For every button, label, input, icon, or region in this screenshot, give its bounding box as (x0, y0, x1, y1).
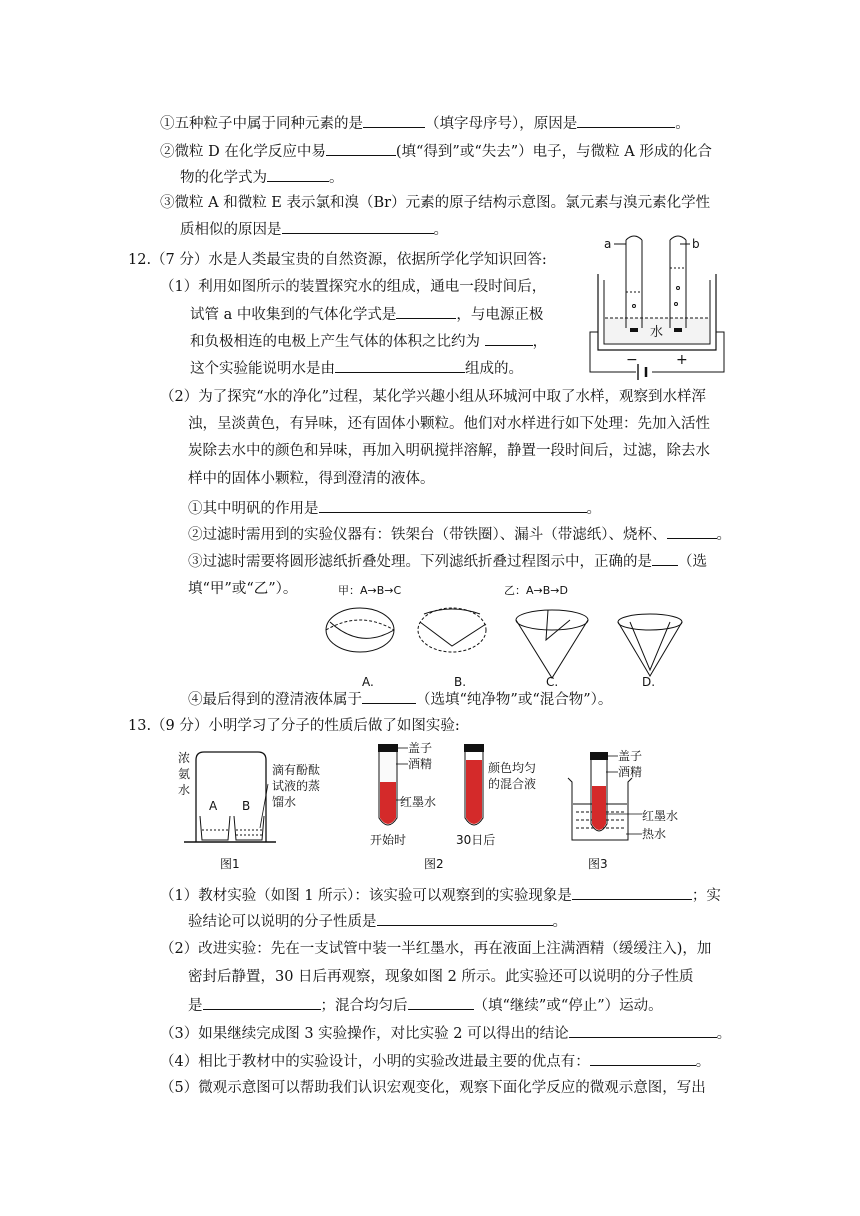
q12-1a (160, 277, 546, 297)
q12-2k (188, 579, 297, 599)
text: 。 (433, 222, 448, 238)
text: 是 (188, 998, 203, 1014)
text: 。 (716, 1026, 732, 1042)
ink-label: 红墨水 (400, 795, 437, 809)
text: 。 (675, 116, 690, 132)
blank[interactable] (335, 357, 465, 373)
text: 12.（7 分）水是人类最宝贵的自然资源，依据所学化学知识回答: (128, 252, 547, 268)
after-label: 30日后 (456, 833, 496, 847)
label-A: A. (362, 675, 374, 689)
text: （选填“纯净物”或“混合物”）。 (416, 692, 613, 708)
text: （5）微观示意图可以帮助我们认识宏观变化，观察下面化学反应的微观示意图，写出 (160, 1080, 706, 1096)
text: （填字母序号），原因是 (425, 116, 578, 132)
tube-b-label: b (692, 237, 700, 251)
text: ①五种粒子中属于同种元素的是 (160, 116, 363, 132)
q-line-5 (180, 218, 448, 240)
q12-2b (188, 414, 710, 434)
q12-2a (160, 387, 706, 407)
water-label: 水 (650, 325, 664, 340)
tube-a-label: a (604, 237, 612, 251)
q12-2d (188, 469, 435, 489)
q13-3 (160, 1022, 731, 1044)
text: 13.（9 分）小明学习了分子的性质后做了如图实验: (128, 718, 460, 734)
phenol-3: 馏水 (272, 795, 297, 809)
text: ④最后得到的澄清液体属于 (188, 692, 362, 708)
text: ；混合均匀后 (320, 998, 408, 1014)
blank[interactable] (326, 140, 396, 156)
ammonia-1: 浓 (178, 751, 191, 765)
text: ②微粒 D 在化学反应中易 (160, 144, 326, 160)
q13-4 (160, 1050, 710, 1072)
text: 。 (716, 527, 731, 543)
text: （1）教材实验（如图 1 所示）：该实验可以观察到的实验现象是 (160, 888, 572, 904)
blank[interactable] (577, 112, 675, 128)
mixed-1: 颜色均匀 (488, 761, 537, 775)
text: 。 (586, 501, 601, 517)
text: （2）为了探究“水的净化”过程，某化学兴趣小组从环城河中取了水样，观察到水样浑 (160, 389, 707, 405)
blank[interactable] (652, 550, 678, 566)
text: ；实 (691, 888, 721, 904)
blank[interactable] (282, 218, 434, 234)
blank[interactable] (408, 994, 474, 1010)
cap-label: 盖子 (618, 749, 643, 763)
text: 物的化学式为 (180, 170, 267, 186)
text: （3）如果继续完成图 3 实验操作，对比实验 2 可以得出的结论 (160, 1026, 569, 1042)
blank[interactable] (377, 910, 553, 926)
text: ③微粒 A 和微粒 E 表示氯和溴（Br）元素的原子结构示意图。氯元素与溴元素化学性 (160, 195, 711, 211)
jia-sequence: 甲：A→B→C (338, 584, 402, 597)
hot-water-label: 热水 (642, 827, 667, 841)
q13-1a (160, 884, 721, 906)
q12-1b (190, 303, 543, 325)
q12-2c (188, 441, 710, 461)
start-label: 开始时 (370, 833, 407, 847)
text: 填“甲”或“乙”）。 (188, 581, 298, 597)
alcohol-label: 酒精 (408, 757, 433, 771)
filter-fold-diagram (320, 580, 700, 692)
label-B: B. (454, 675, 467, 689)
text: (填“得到”或“失去”）电子，与微粒 A 形成的化合 (395, 144, 712, 160)
text: （选 (678, 554, 707, 570)
phenol-2: 试液的蒸 (272, 779, 321, 793)
text: （1）利用如图所示的装置探究水的组成，通电一段时间后， (160, 279, 547, 295)
minus-label: − (626, 352, 638, 368)
text: 和负极相连的电极上产生气体的体积之比约为 (190, 334, 480, 350)
text: ③过滤时需要将圆形滤纸折叠处理。下列滤纸折叠过程图示中，正确的是 (188, 554, 652, 570)
text: （填“继续”或“停止”）运动。 (473, 998, 663, 1014)
blank[interactable] (396, 303, 456, 319)
text: 组成的。 (465, 361, 523, 377)
text: ②过滤时需用到的实验仪器有：铁架台（带铁圈）、漏斗（带滤纸）、烧杯、 (188, 527, 667, 543)
q12-1f (190, 357, 523, 379)
text: 。 (329, 170, 344, 186)
ammonia-2: 氨 (178, 767, 191, 781)
blank[interactable] (485, 330, 533, 346)
blank[interactable] (667, 523, 717, 539)
plus-label: + (676, 352, 688, 368)
q12-title (128, 250, 547, 270)
text: 样中的固体小颗粒，得到澄清的液体。 (188, 471, 435, 487)
q13-1c (188, 910, 567, 932)
q-line-1 (160, 112, 690, 134)
text: 浊，呈淡黄色，有异味，还有固体小颗粒。他们对水样进行如下处理：先加入活性 (188, 416, 710, 432)
text: （4）相比于教材中的实验设计，小明的实验改进最主要的优点有： (160, 1054, 590, 1070)
q12-2g (188, 523, 731, 545)
q13-5 (160, 1078, 706, 1098)
mixed-2: 的混合液 (488, 777, 537, 791)
figure-3 (566, 748, 726, 874)
beaker-A-label: A (209, 799, 218, 813)
text: 这个实验能说明水是由 (190, 361, 335, 377)
ammonia-3: 水 (178, 783, 191, 797)
blank[interactable] (590, 1050, 696, 1066)
figure-1 (176, 744, 321, 874)
yi-sequence: 乙：A→B→D (504, 584, 568, 597)
q13-2a (160, 939, 711, 959)
text: ， (532, 334, 548, 350)
alcohol-label: 酒精 (618, 765, 643, 779)
mixed-layer (466, 760, 482, 824)
q12-2e (188, 497, 601, 519)
blank[interactable] (569, 1022, 717, 1038)
text: 验结论可以说明的分子性质是 (188, 914, 377, 930)
text: 密封后静置，30 日后再观察，现象如图 2 所示。此实验还可以说明的分子性质 (188, 969, 694, 985)
figure-2 (366, 740, 546, 874)
electrolysis-diagram (590, 232, 730, 382)
q13-2c (188, 994, 663, 1016)
text: 试管 a 中收集到的气体化学式是 (190, 307, 397, 323)
text: 炭除去水中的颜色和异味，再加入明矾搅拌溶解，静置一段时间后，过滤，除去水 (188, 443, 710, 459)
fig2-caption: 图2 (424, 857, 444, 871)
text: ，与电源正极 (456, 307, 544, 323)
text: 质相似的原因是 (180, 222, 282, 238)
q13-2b (188, 967, 694, 987)
blank[interactable] (319, 497, 587, 513)
q13-title (128, 716, 460, 736)
label-D: D. (642, 675, 656, 689)
blank[interactable] (363, 112, 425, 128)
q-line-2 (160, 140, 712, 162)
q-line-3 (180, 166, 344, 188)
ink-label: 红墨水 (642, 809, 679, 823)
cap-label: 盖子 (408, 741, 433, 755)
label-C: C. (546, 675, 559, 689)
blank[interactable] (267, 166, 329, 182)
q12-1d (190, 330, 547, 352)
q12-2i (188, 550, 707, 572)
fig3-caption: 图3 (588, 857, 608, 871)
blank[interactable] (203, 994, 321, 1010)
fig1-caption: 图1 (220, 857, 240, 871)
text: 。 (695, 1054, 711, 1070)
text: ①其中明矾的作用是 (188, 501, 319, 517)
phenol-1: 滴有酚酞 (272, 763, 321, 777)
ink-layer (592, 786, 606, 830)
ink-layer (380, 782, 396, 824)
text: 。 (552, 914, 567, 930)
text: （2）改进实验：先在一支试管中装一半红墨水，再在液面上注满酒精（缓缓注入)，加 (160, 941, 712, 957)
blank[interactable] (572, 884, 692, 900)
beaker-B-label: B (242, 799, 251, 813)
q-line-4 (160, 193, 710, 213)
